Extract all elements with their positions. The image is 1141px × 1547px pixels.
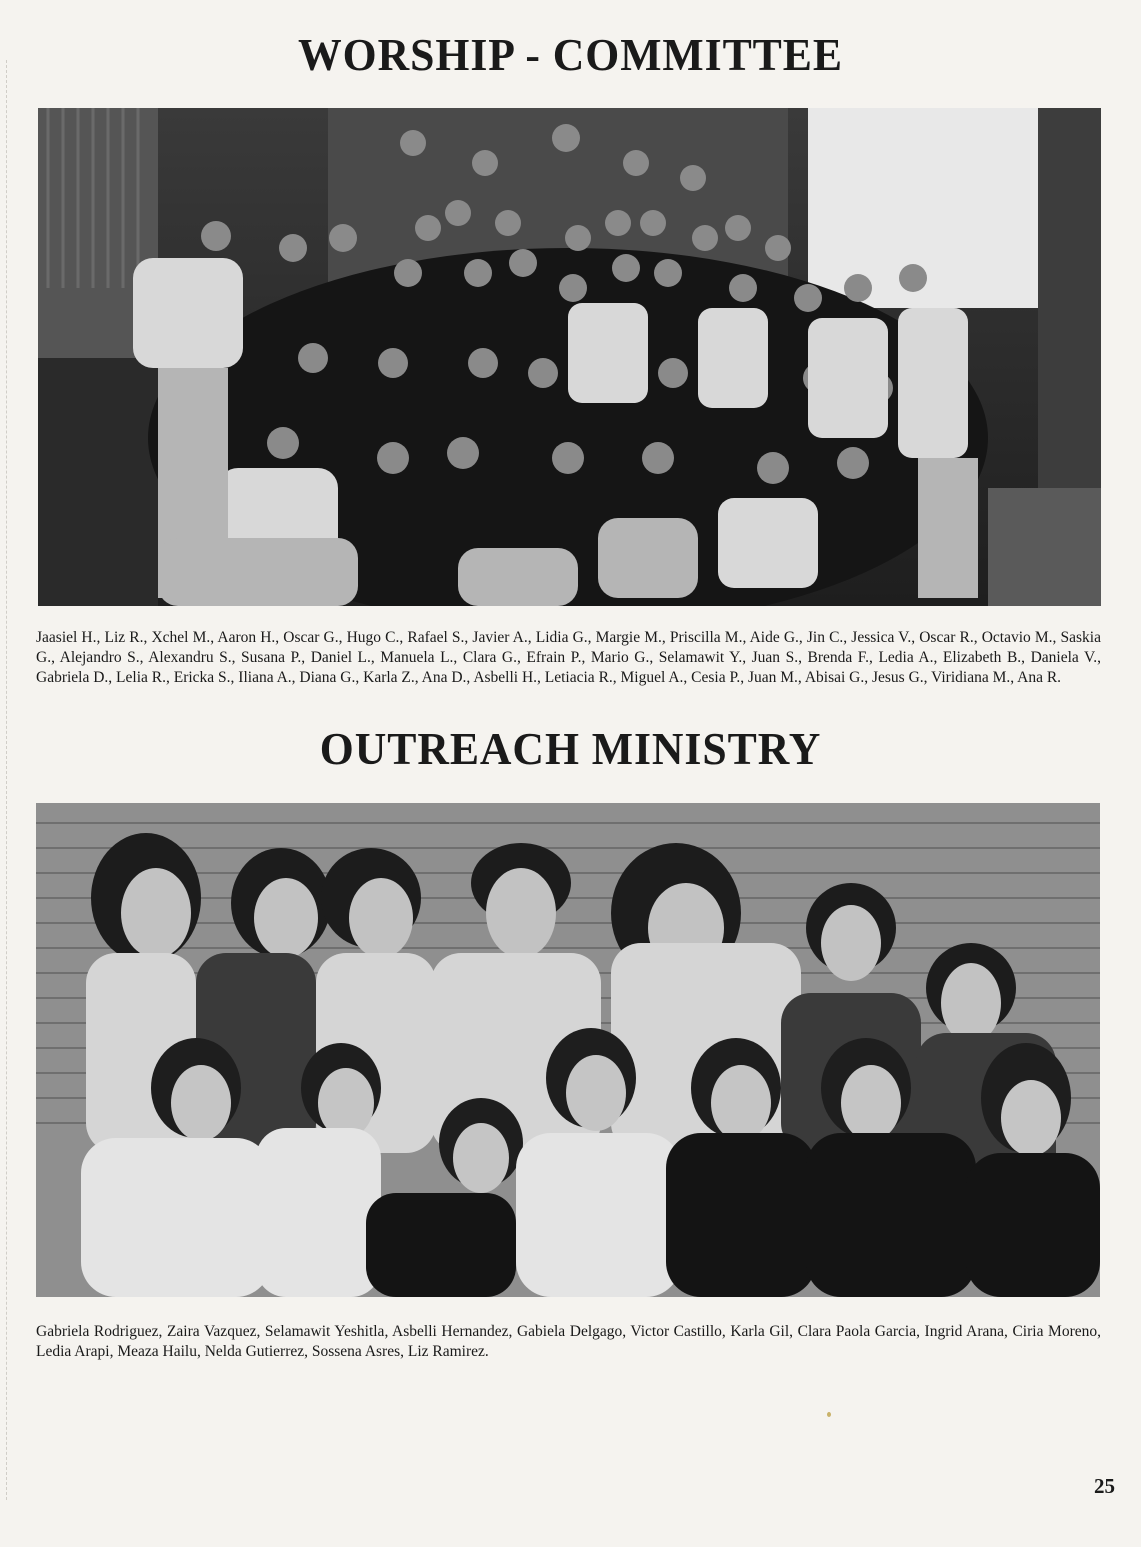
outreach-ministry-title: OUTREACH MINISTRY bbox=[319, 723, 822, 774]
worship-committee-group-photo bbox=[38, 108, 1101, 606]
worship-committee-title: WORSHIP - COMMITTEE bbox=[298, 29, 843, 80]
paper-speck bbox=[827, 1412, 831, 1417]
page-fold-edge bbox=[6, 60, 9, 1500]
worship-photo-graphic bbox=[38, 108, 1101, 606]
worship-committee-names-caption: Jaasiel H., Liz R., Xchel M., Aaron H., Oscar G., Hugo C., Rafael S., Javier A., Lidia G., Margie M., Priscilla M., Aide G., Jin C., Jessica V., Oscar R., Octavio M., Saskia G., Alejandro S., Alexandru S., Susana P., Daniel L., Manuela L., Clara G., Efrain P., Mario G., Selamawit Y., Juan S., Brenda F., Ledia A., Elizabeth B., Daniela V., Gabriela D., Lelia R., Ericka S., Iliana A., Diana G., Karla Z., Ana D., Asbelli H., Letiacia R., Miguel A., Cesia P., Juan M., Abisai G., Jesus G., Viridiana M., Ana R. bbox=[36, 629, 1101, 686]
outreach-ministry-group-photo bbox=[36, 803, 1100, 1297]
outreach-ministry-names-caption: Gabriela Rodriguez, Zaira Vazquez, Selamawit Yeshitla, Asbelli Hernandez, Gabiela Delgago, Victor Castillo, Karla Gil, Clara Paola Garcia, Ingrid Arana, Ciria Moreno, Ledia Arapi, Meaza Hailu, Nelda Gutierrez, Sossena Asres, Liz Ramirez. bbox=[36, 1323, 1101, 1360]
page-number: 25 bbox=[1094, 1474, 1115, 1498]
outreach-photo-graphic bbox=[36, 803, 1100, 1297]
